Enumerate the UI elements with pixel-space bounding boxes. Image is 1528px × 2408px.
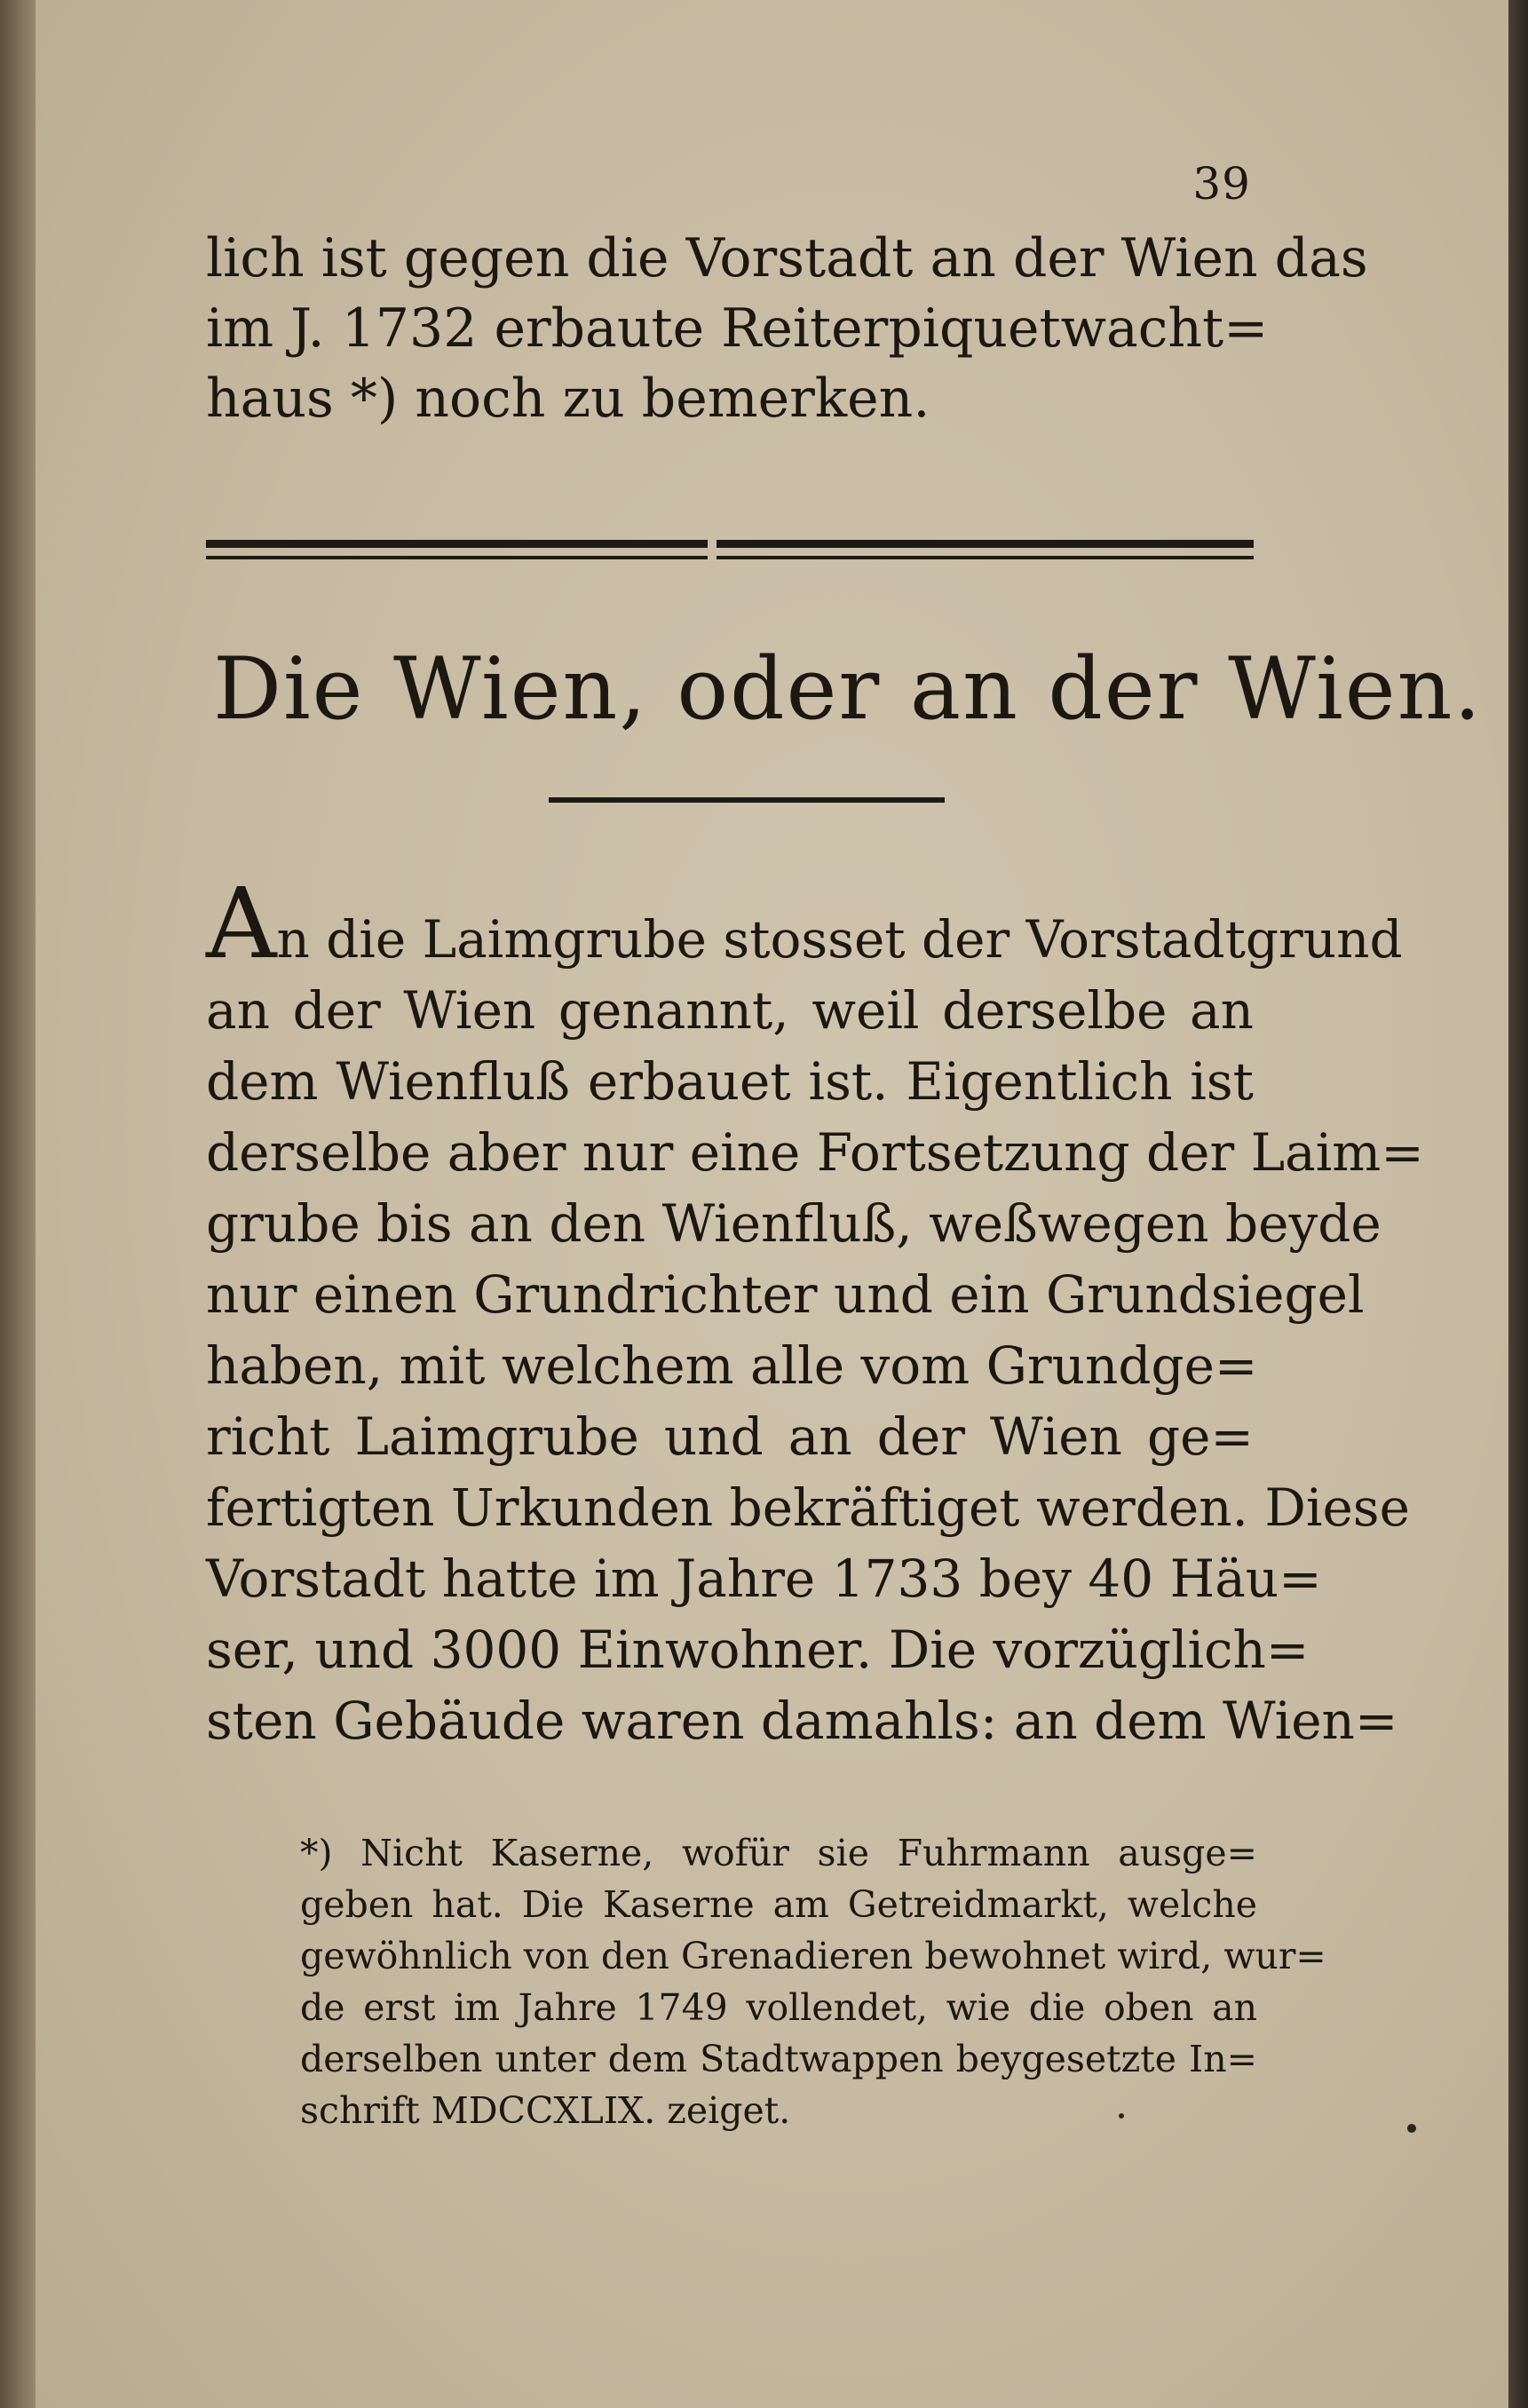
- footnote-line: gewöhnlich von den Grenadieren bewohnet wird, wur=: [300, 1935, 1326, 1977]
- text-line: an der Wien genannt, weil derselbe an: [206, 980, 1254, 1041]
- text-line: Vorstadt hatte im Jahre 1733 bey 40 Häu=: [206, 1549, 1322, 1609]
- text-line: nur einen Grundrichter und ein Grundsiegel: [206, 1264, 1365, 1325]
- text-line: fertigten Urkunden bekräftiget werden. Diese: [206, 1477, 1410, 1538]
- section-divider-double-rule: [206, 540, 1254, 559]
- footnote-line: geben hat. Die Kaserne am Getreidmarkt, welche: [300, 1883, 1257, 1926]
- footnote-line: schrift MDCCXLIX. zeiget.: [300, 2089, 791, 2132]
- text-line: im J. 1732 erbaute Reiterpiquetwacht=: [206, 297, 1269, 360]
- text-line: haus *) noch zu bemerken.: [206, 368, 930, 430]
- text-line: haben, mit welchem alle vom Grundge=: [206, 1335, 1258, 1396]
- book-page: [36, 0, 1508, 2408]
- paper-speck: [1119, 2113, 1124, 2119]
- text-line: lich ist gegen die Vorstadt an der Wien das: [206, 227, 1368, 289]
- running-text: [206, 224, 1368, 434]
- page-edge-shadow: [1508, 0, 1528, 2408]
- body-text: [206, 867, 1424, 1756]
- divider-rule-right: [716, 540, 1254, 559]
- footnote-line: de erst im Jahre 1749 vollendet, wie die oben an: [300, 1986, 1257, 2029]
- text-line: grube bis an den Wienfluß, weßwegen beyde: [206, 1193, 1382, 1254]
- paper-speck: [1407, 2124, 1416, 2133]
- text-line: sten Gebäude waren damahls: an dem Wien=: [206, 1691, 1398, 1751]
- footnote: [300, 1827, 1326, 2136]
- chapter-title: Die Wien, oder an der Wien.: [213, 639, 1483, 739]
- text-line: An die Laimgrube stosset der Vorstadtgrund: [206, 867, 1403, 980]
- text-line: ser, und 3000 Einwohner. Die vorzüglich=: [206, 1620, 1310, 1680]
- page-number: 39: [1192, 158, 1251, 210]
- text-line: derselbe aber nur eine Fortsetzung der Laim=: [206, 1122, 1424, 1183]
- text-line: richt Laimgrube und an der Wien ge=: [206, 1406, 1254, 1467]
- footnote-line: derselben unter dem Stadtwappen beygesetzte In=: [300, 2038, 1257, 2080]
- title-underline-rule: [549, 797, 945, 803]
- footnote-line: *) Nicht Kaserne, wofür sie Fuhrmann ausge=: [300, 1832, 1257, 1874]
- text-line: dem Wienfluß erbauet ist. Eigentlich ist: [206, 1051, 1254, 1112]
- divider-rule-left: [206, 540, 708, 559]
